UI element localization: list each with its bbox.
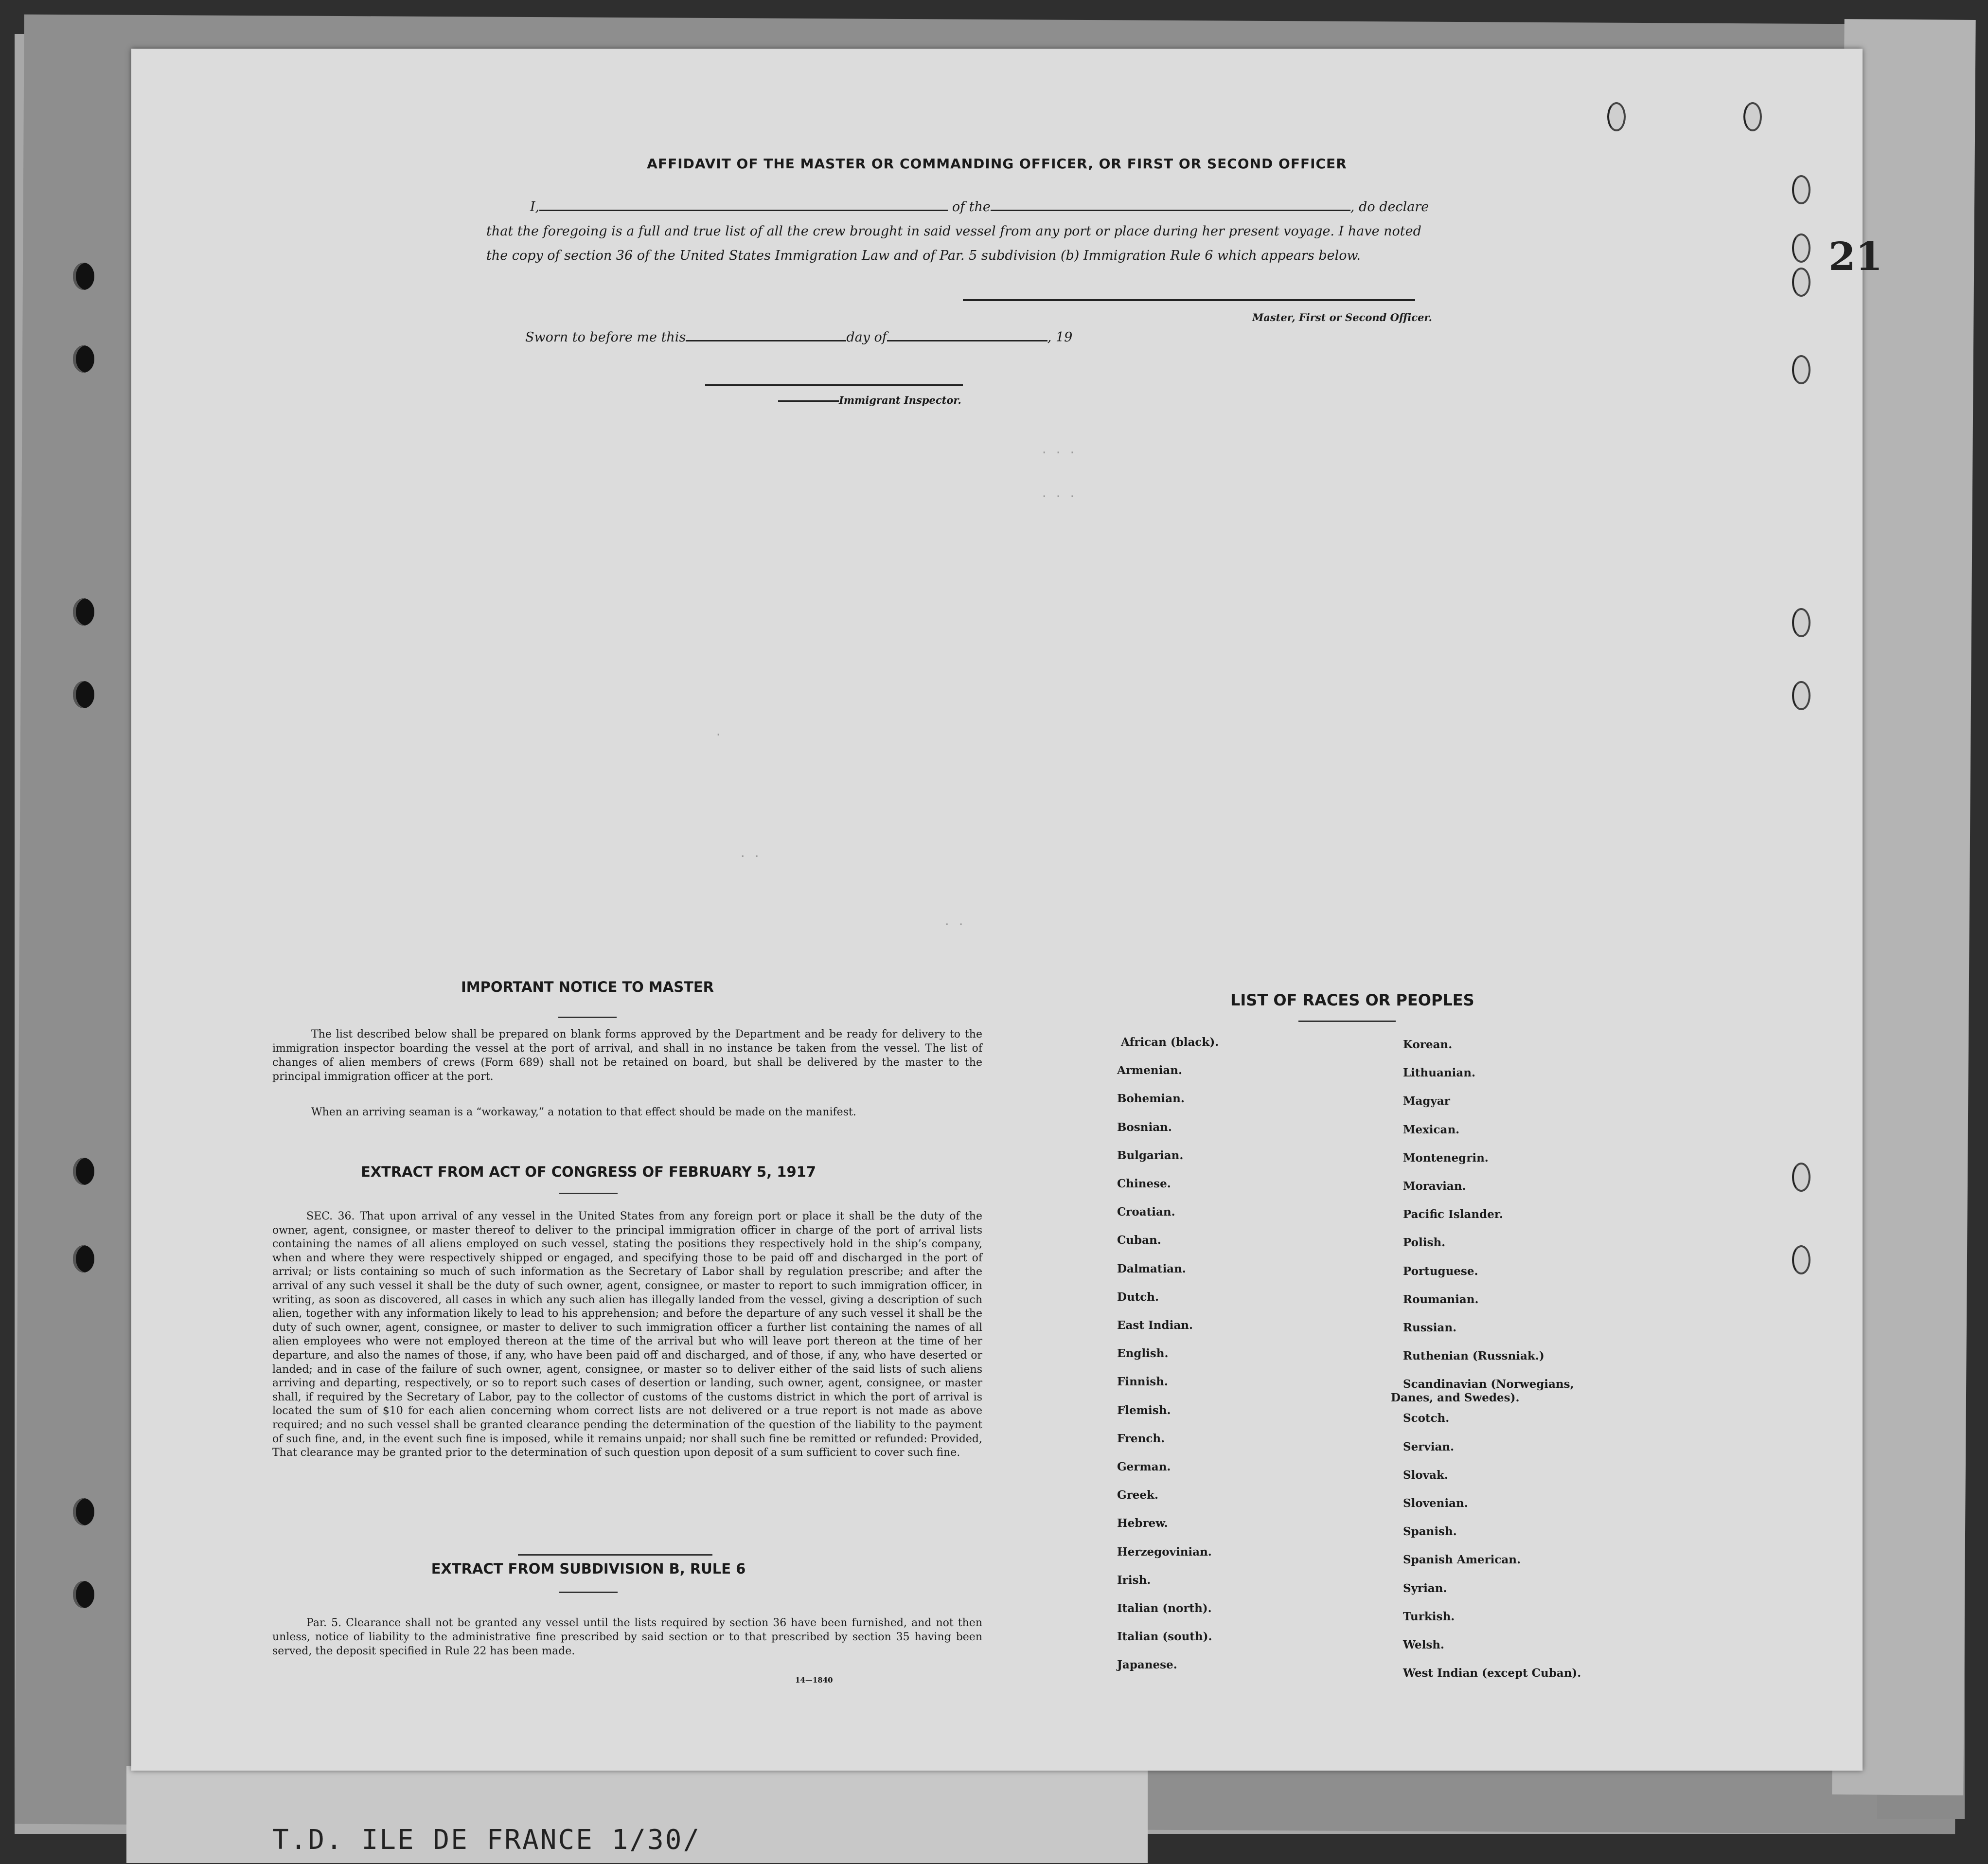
race-item: Mexican. [1403, 1123, 1460, 1136]
extract-act-rule [559, 1193, 618, 1194]
extract-act-title: EXTRACT FROM ACT OF CONGRESS OF FEBRUARY 5, 1917 [360, 1164, 816, 1180]
binder-hole [73, 1581, 94, 1608]
race-item: Bulgarian. [1117, 1148, 1184, 1162]
affidavit-declare: , do declare [1350, 199, 1429, 215]
notice-paragraph-1: The list described below shall be prepared on blank forms approved by the Department and be ready for delivery to the immigration inspector boarding the vessel at the port of arrival, and shall in no instance be taken from the vessel. The list of changes of alien members of crews (Form 689) shall not be retained on board, but shall be delivered by the master to the principal immigration officer at the port. [272, 1028, 982, 1083]
extract-act-text: SEC. 36. That upon arrival of any vessel in the United States from any foreign port or place it shall be the duty of the owner, agent, consignee, or master thereof to deliver to the principal immigration officer in charge of the port of arrival lists containing the names of all aliens employed on such vessel, stating the positions they respectively hold in the ship’s company, when and where they were respectively shipped or engaged, and specifying those to be paid off and discharged in the port of arrival; or lists containing so much of such information as the Secretary of Labor shall by regulation prescribe; and after the arrival of any such vessel it shall be the duty of such owner, agent, consignee, or master to report to such immigration officer, in writing, as soon as discovered, all cases in which any such alien has illegally landed from the vessel, giving a description of such alien, together with any information likely to lead to his apprehension; and before the departure of any such vessel it shall be the duty of such owner, agent, consignee, or master to deliver to such immigration officer a further list containing the names of all alien employees who were not employed thereon at the time of the arrival but who will leave port thereon at the time of her departure, and also the names of those, if any, who have been paid off and discharged, and of those, if any, who have deserted or landed; and in case of the failure of such owner, agent, consignee, or master so to deliver either of the said lists of such aliens arriving and departing, respectively, or so to report such cases of desertion or landing, such owner, agent, consignee, or master shall, if required by the Secretary of Labor, pay to the collector of customs of the customs district in which the port of arrival is located the sum of $10 for each alien concerning whom correct lists are not delivered or a true report is not made as above required; and no such vessel shall be granted clearance pending the determination of the question of the liability to the payment of such fine, and, in the event such fine is imposed, while it remains unpaid; nor shall such fine be remitted or refunded: Provided, That clearance may be granted prior to the determination of such question upon deposit of a sum sufficient to cover such fine. [272, 1210, 982, 1459]
race-item: Bohemian. [1117, 1092, 1185, 1106]
race-item: Greek. [1117, 1488, 1158, 1502]
extract-rule-title: EXTRACT FROM SUBDIVISION B, RULE 6 [431, 1560, 746, 1577]
race-item: French. [1117, 1432, 1165, 1445]
race-item: Dutch. [1117, 1290, 1159, 1304]
punch-hole [1792, 681, 1810, 710]
sworn-line [525, 330, 1072, 345]
bleed-through-mark: . . . [1041, 486, 1076, 500]
race-item: Italian (south). [1117, 1630, 1212, 1644]
bottom-label-text: T.D. ILE DE FRANCE 1/30/ [272, 1824, 701, 1856]
race-item: Flemish. [1117, 1403, 1171, 1417]
month-blank [887, 340, 1047, 341]
race-item: African (black). [1121, 1036, 1219, 1049]
affidavit-of-the: of the [952, 199, 991, 215]
race-item: German. [1117, 1460, 1171, 1473]
race-item: Spanish American. [1403, 1553, 1521, 1567]
extract-rule-text: Par. 5. Clearance shall not be granted any vessel until the lists required by section 36 have been furnished, and not then unless, notice of liability to the administrative fine prescribed by said section or to that prescribed by section 35 having been served, the deposit specified in Rule 22 has been made. [272, 1617, 982, 1657]
race-item: Croatian. [1117, 1205, 1175, 1219]
race-item: Servian. [1403, 1440, 1455, 1453]
notice-title: IMPORTANT NOTICE TO MASTER [461, 979, 714, 995]
race-item: Finnish. [1117, 1375, 1168, 1389]
page-number: 21 [1828, 233, 1883, 279]
race-item: Montenegrin. [1403, 1151, 1489, 1165]
name-blank [539, 210, 948, 211]
affidavit-line-2: that the foregoing is a full and true list of all the crew brought in said vessel from any port or place during her present voyage. I have noted [486, 224, 1421, 239]
race-item: Japanese. [1117, 1658, 1177, 1672]
race-item: Herzegovinian. [1117, 1545, 1212, 1559]
inspector-signature-line [705, 384, 963, 386]
race-item: Welsh. [1403, 1638, 1445, 1651]
notice-rule [558, 1017, 617, 1018]
year-text: , 19 [1047, 330, 1073, 345]
race-item: Turkish. [1403, 1610, 1455, 1623]
day-of-text: day of [846, 330, 887, 345]
binder-hole [73, 1498, 94, 1525]
race-item: Roumanian. [1403, 1292, 1479, 1306]
punch-hole [1792, 268, 1810, 297]
race-item: Scandinavian (Norwegians, [1403, 1378, 1574, 1391]
affidavit-line-1 [530, 199, 1429, 215]
race-item: Bosnian. [1117, 1120, 1172, 1134]
race-item: Chinese. [1117, 1177, 1171, 1190]
race-item: Polish. [1403, 1236, 1446, 1250]
punch-hole [1792, 355, 1810, 384]
binder-hole [73, 1245, 94, 1273]
extract-rule-top-rule [518, 1554, 712, 1556]
race-item: Magyar [1403, 1094, 1450, 1108]
inspector-caption [778, 394, 961, 406]
inspector-caption-text: Immigrant Inspector. [839, 394, 961, 406]
race-item: Italian (north). [1117, 1602, 1212, 1615]
race-item: Moravian. [1403, 1180, 1466, 1193]
race-item: West Indian (except Cuban). [1403, 1667, 1581, 1680]
race-item: Syrian. [1403, 1581, 1447, 1595]
race-item: Dalmatian. [1117, 1262, 1186, 1275]
punch-hole [1792, 1245, 1810, 1274]
extract-rule-rule [559, 1592, 618, 1593]
race-item: East Indian. [1117, 1319, 1193, 1332]
bleed-through-mark: . [715, 725, 722, 738]
bleed-through-mark: . . [739, 846, 761, 860]
races-rule [1298, 1021, 1396, 1022]
race-item: Spanish. [1403, 1525, 1457, 1539]
race-item: Pacific Islander. [1403, 1208, 1503, 1221]
master-caption: Master, First or Second Officer. [1252, 311, 1432, 323]
punch-hole [1792, 608, 1810, 637]
race-item: Hebrew. [1117, 1517, 1168, 1530]
punch-hole [1743, 102, 1762, 131]
vessel-blank [991, 210, 1350, 211]
notice-paragraph-2: When an arriving seaman is a “workaway,” a notation to that effect should be made on the manifest. [311, 1106, 856, 1118]
binder-hole [73, 681, 94, 708]
binder-hole [73, 345, 94, 373]
race-item: Ruthenian (Russniak.) [1403, 1349, 1544, 1363]
binder-hole [73, 263, 94, 290]
affidavit-i: I, [530, 199, 540, 215]
inspector-dash [778, 400, 839, 402]
punch-hole [1792, 233, 1810, 263]
binder-hole [73, 598, 94, 626]
races-title: LIST OF RACES OR PEOPLES [1230, 991, 1474, 1009]
race-item: Scotch. [1403, 1412, 1450, 1425]
bleed-through-mark: . . [943, 914, 965, 928]
form-number: 14—1840 [795, 1676, 833, 1685]
race-item: Irish. [1117, 1573, 1151, 1587]
manifest-sheet [131, 49, 1863, 1771]
sworn-text: Sworn to before me this [525, 330, 686, 345]
race-item: Lithuanian. [1403, 1066, 1475, 1080]
day-blank [686, 340, 846, 341]
race-item: Armenian. [1117, 1064, 1183, 1077]
binder-hole [73, 1158, 94, 1185]
punch-hole [1792, 1163, 1810, 1192]
race-item: Korean. [1403, 1038, 1453, 1051]
race-item: Cuban. [1117, 1234, 1161, 1247]
race-item: English. [1117, 1347, 1169, 1361]
race-item: Slovenian. [1403, 1497, 1468, 1510]
race-item: Slovak. [1403, 1468, 1448, 1482]
affidavit-title: AFFIDAVIT OF THE MASTER OR COMMANDING OFFICER, OR FIRST OR SECOND OFFICER [647, 156, 1347, 172]
race-item: Russian. [1403, 1321, 1457, 1334]
punch-hole [1792, 175, 1810, 204]
punch-hole [1607, 102, 1626, 131]
race-item: Danes, and Swedes). [1391, 1391, 1520, 1405]
bleed-through-mark: . . . [1041, 443, 1076, 456]
affidavit-line-3: the copy of section 36 of the United States Immigration Law and of Par. 5 subdivision (b) Immigration Rule 6 which appears below. [486, 248, 1361, 263]
race-item: Portuguese. [1403, 1264, 1478, 1278]
master-signature-line [963, 299, 1415, 301]
